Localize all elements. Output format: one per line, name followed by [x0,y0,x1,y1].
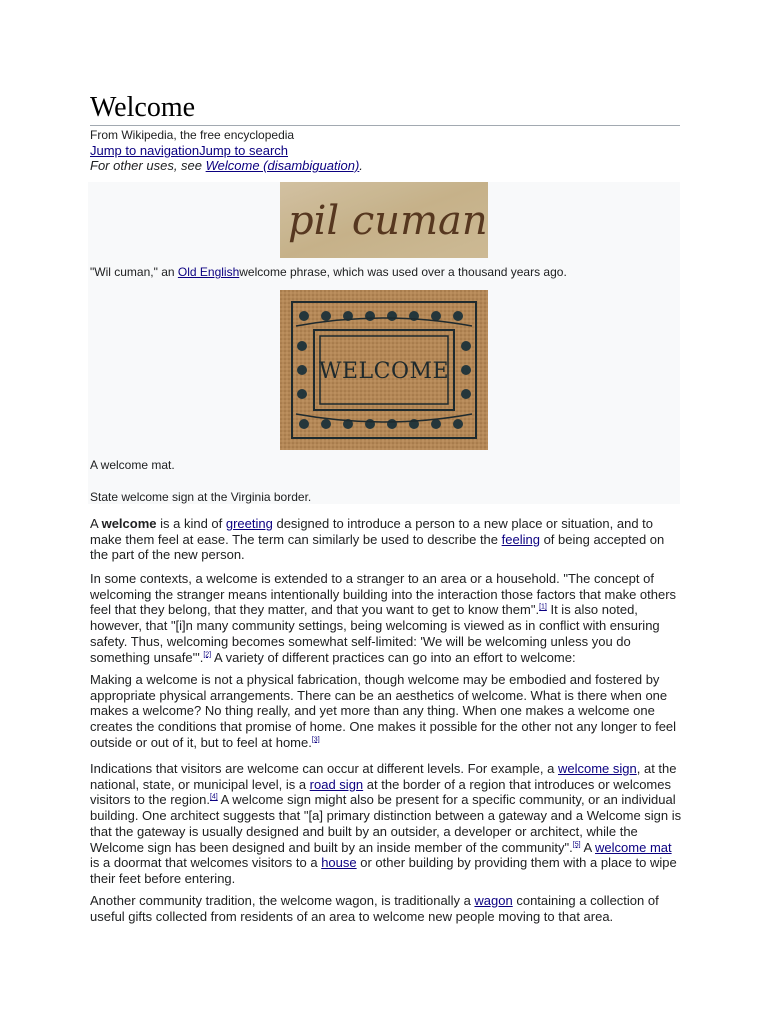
house-link[interactable]: house [321,855,357,871]
text-span: , at the national, state, or municipal level, is a [90,761,677,792]
figure-caption-3: State welcome sign at the Virginia border. [90,490,312,504]
jump-to-search-link[interactable]: Jump to search [199,143,288,158]
old-english-manuscript-image[interactable] [280,182,488,258]
manuscript-script-text: pil cuman [288,198,488,244]
text-span: In some contexts, a welcome is extended to a stranger to an area or a household. "The concept of welcoming the stranger means intentionally building into the interaction those factors that make others feel that they belong, that they matter, and that you want to get to know them". [90,571,677,618]
page-title: Welcome [90,92,680,126]
text-span: A [580,839,596,855]
site-tagline: From Wikipedia, the free encyclopedia [90,128,295,142]
reference-1[interactable]: [1] [539,604,547,612]
reference-3[interactable]: [3] [311,736,320,744]
text-span: is a kind of [156,516,226,531]
reference-2[interactable]: [2] [203,651,212,659]
greeting-link[interactable]: greeting [225,516,273,531]
jump-links [90,143,288,158]
figure-caption-1 [90,265,567,280]
mat-welcome-text: WELCOME [318,359,450,384]
hatnote [90,158,363,174]
hatnote-suffix: . [359,158,363,173]
paragraph-3 [90,672,682,751]
paragraph-4 [90,761,682,887]
jump-to-navigation-link[interactable]: Jump to navigation [90,143,200,158]
paragraph-2 [90,571,682,665]
paragraph-5 [90,893,682,924]
reference-5[interactable]: [5] [572,841,581,849]
text-span: A welcome sign might also be present for a specific community, or an individual building. One architect suggests that "[a] primary distinction between a gateway and a Welcome sign is that the gateway is usually designed and built by an outsider, a developer or architect, while the Welcome sign has been designed and built by an inside member of the community". [90,792,682,855]
welcome-mat-image[interactable] [280,290,488,450]
text-span: It is also noted, however, that "[i]n many community settings, being welcoming is viewed as in conflict with ensuring safety. Thus, welcoming becomes somewhat self-limited: 'We will be welcoming unless you do something unsafe'". [90,602,660,665]
old-english-link[interactable]: Old English [177,265,240,279]
road-sign-link[interactable]: road sign [309,776,364,792]
text-span: A [90,516,102,531]
figure-caption-2: A welcome mat. [90,458,175,472]
wagon-link[interactable]: wagon [474,893,513,908]
reference-4[interactable]: [4] [209,794,218,802]
text-span: designed to introduce a person to a new place or situation, and to make them feel at ease. The term can similarly be used to describe the [90,516,654,547]
hatnote-prefix: For other uses, see [90,158,206,173]
disambiguation-link[interactable]: Welcome (disambiguation) [205,158,360,173]
text-span: Another community tradition, the welcome wagon, is traditionally a [90,893,475,908]
text-span: is a doormat that welcomes visitors to a [90,855,322,871]
text-span: A variety of different practices can go into an effort to welcome: [211,649,576,665]
caption-1-prefix: "Wil cuman," an [90,265,178,279]
welcome-mat-link[interactable]: welcome mat [595,839,672,855]
text-span: Making a welcome is not a physical fabrication, though welcome may be embodied and fostered by appropriate physical arrangements. There can be an aesthetics of welcome. What is there when one makes a welcome? No thing really, and yet more than any thing. When one makes a welcome one creates the conditions that promise of home. One makes it possible for the other not any longer to feel outside or out of it, but to feel at home. [90,672,677,750]
text-span: Indications that visitors are welcome can occur at different levels. For example, a [90,761,558,776]
text-span: or other building by providing them with a place to wipe their feet before entering. [90,855,677,886]
paragraph-1 [90,516,682,563]
caption-1-suffix: welcome phrase, which was used over a thousand years ago. [239,265,567,279]
bold-term-welcome: welcome [101,516,157,531]
feeling-link[interactable]: feeling [501,531,540,547]
text-span: at the border of a region that introduces or welcomes visitors to the region. [90,776,671,808]
text-span: of being accepted on the part of the new person. [90,531,665,563]
text-span: containing a collection of useful gifts collected from residents of an area to welcome new people moving to that area. [90,893,659,924]
welcome-sign-link[interactable]: welcome sign [557,761,637,776]
